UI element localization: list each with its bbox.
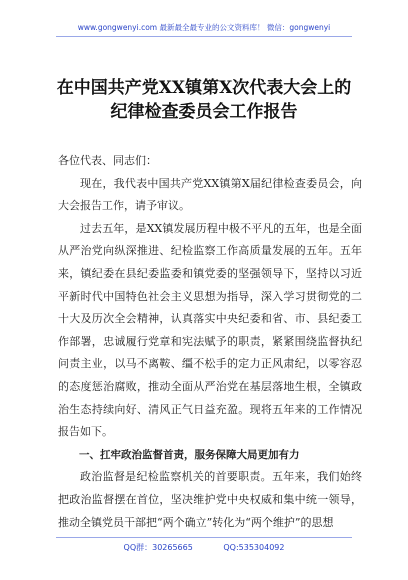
- footer-qq-group: QQ群：30265665: [123, 543, 193, 552]
- title-line-2: 纪律检查委员会工作报告: [110, 102, 298, 122]
- section-heading: 一、扛牢政治监督首责，服务保障大局更加有力: [79, 448, 300, 461]
- salutation: 各位代表、同志们：: [58, 154, 157, 167]
- document-title: [40, 76, 368, 124]
- footer-divider: [56, 537, 352, 538]
- footer-qq: QQ:535304092: [223, 543, 285, 552]
- paragraph: 现在，我代表中国共产党XX镇第X届纪律检查委员会，向大会报告工作，请予审议。: [58, 176, 362, 213]
- page-header: [56, 22, 352, 33]
- paragraph: 过去五年，是XX镇发展历程中极不平凡的五年，也是全面从严治党向纵深推进、纪检监察工作高质量发展的五年。五年来，镇纪委在县纪委监委和镇党委的坚强领导下，坚持以习近平新时代中国特色社会主义思想为指导，深入学习贯彻党的二十大及历次全会精神，认真落实中央纪委和省、市、县纪委工作部署，忠诚履行党章和宪法赋予的职责，紧紧围绕监督执纪问责主业，以马不离鞍、缰不松手的定力正风肃纪，以零容忍的态度惩治腐败，推动全面从严治党在基层落地生根，全镇政治生态持续向好、清风正气日益充盈。现将五年来的工作情况报告如下。: [58, 221, 362, 439]
- header-text: www.gongwenyi.com 最新最全最专业的公文资料库！ 微信：gongwenyi: [77, 23, 331, 32]
- page-footer: [56, 542, 352, 553]
- title-line-1: 在中国共产党XX镇第X次代表大会上的: [56, 78, 352, 98]
- header-divider: [56, 36, 352, 37]
- document-body: [58, 150, 362, 534]
- paragraph: 政治监督是纪检监察机关的首要职责。五年来，我们始终把政治监督摆在首位，坚决维护党中央权威和集中统一领导，推动全镇党员干部把“两个确立”转化为“两个维护”的思想: [58, 470, 362, 529]
